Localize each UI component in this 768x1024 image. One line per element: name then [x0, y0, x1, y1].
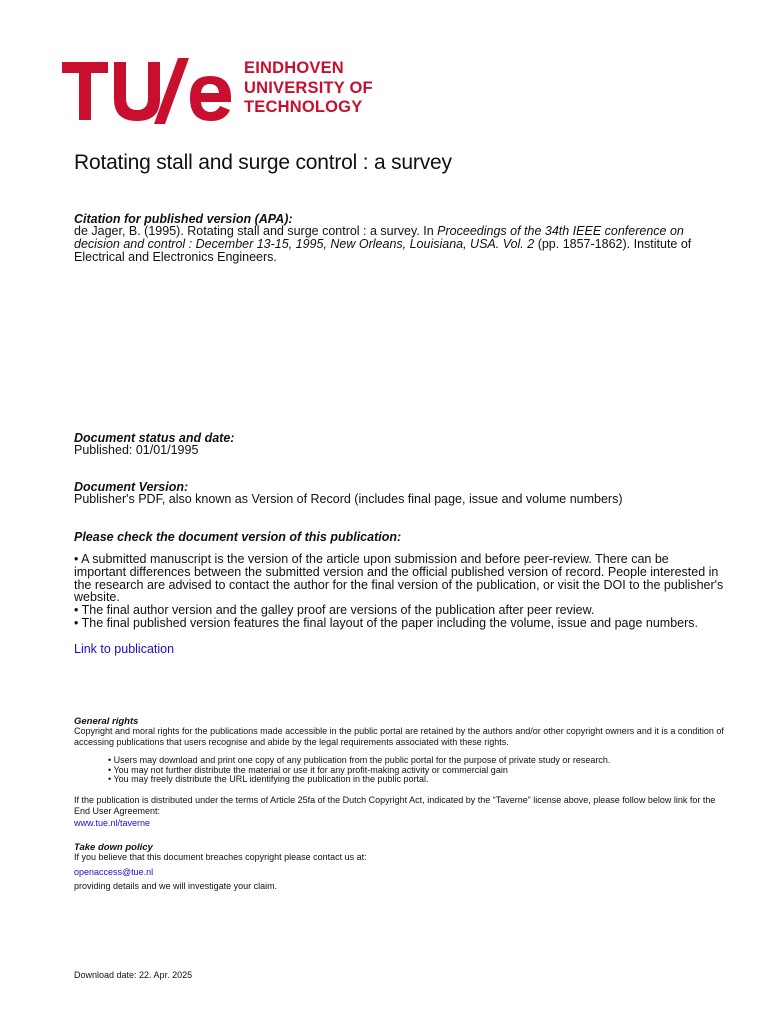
- citation-italic: Proceedings of the 34th IEEE conference on decision and control : December 13-15, 1995, New Orleans, Louisiana, USA. Vol. 2: [74, 224, 684, 251]
- university-name-line: UNIVERSITY OF: [244, 78, 373, 97]
- citation-text: [74, 225, 724, 263]
- takedown-heading: Take down policy: [74, 842, 153, 853]
- download-date: Download date: 22. Apr. 2025: [74, 970, 193, 980]
- rights-text: Copyright and moral rights for the publications made accessible in the public portal are retained by the authors and/or other copyright owners and it is a condition of accessing publications that users recognise and abide by the legal requirements associated with these rights.: [74, 726, 724, 747]
- citation-pre: de Jager, B. (1995). Rotating stall and surge control : a survey. In: [74, 224, 438, 238]
- university-name: [244, 59, 373, 118]
- document-title: Rotating stall and surge control : a survey: [74, 151, 452, 174]
- rights-heading: General rights: [74, 716, 139, 727]
- rights-bullets: [108, 756, 610, 785]
- university-name-line: EINDHOVEN: [244, 59, 344, 77]
- rights-bullet: • You may not further distribute the material or use it for any profit-making activity or commercial gain: [108, 764, 508, 775]
- version-value: Publisher's PDF, also known as Version of Record (includes final page, issue and volume numbers): [74, 492, 623, 506]
- check-heading: Please check the document version of this publication:: [74, 530, 402, 544]
- status-heading: Document status and date:: [74, 431, 235, 445]
- citation-post: (pp. 1857-1862). Institute of Electrical and Electronics Engineers.: [74, 236, 692, 264]
- takedown-closing: providing details and we will investigate your claim.: [74, 881, 278, 891]
- rights-bullet: • You may freely distribute the URL identifying the publication in the public portal.: [108, 774, 429, 784]
- citation-heading: Citation for published version (APA):: [74, 212, 293, 226]
- tue-logo: [62, 58, 402, 124]
- taverne-text: If the publication is distributed under the terms of Article 25fa of the Dutch Copyright Act, indicated by the “Taverne” license above, please follow below link for the End User Agreement:: [74, 795, 716, 816]
- check-bullets: [74, 553, 724, 630]
- rights-bullet: • Users may download and print one copy of any publication from the public portal for the purpose of private study or research.: [108, 755, 611, 765]
- publication-link[interactable]: Link to publication: [74, 642, 175, 656]
- university-name-line: TECHNOLOGY: [244, 98, 363, 116]
- check-bullet: • The final published version features the final layout of the paper including the volume, issue and page numbers.: [74, 615, 698, 630]
- check-bullet: • The final author version and the galley proof are versions of the publication after peer review.: [74, 603, 595, 618]
- taverne-link[interactable]: www.tue.nl/taverne: [74, 818, 151, 828]
- check-bullet: • A submitted manuscript is the version of the article upon submission and before peer-review. There can be important differences between the submitted version and the official published version of record. People interested in the research are advised to contact the author for the final version of the publication, or visit the DOI to the publisher's website.: [74, 552, 724, 605]
- contact-email-link[interactable]: openaccess@tue.nl: [74, 867, 154, 877]
- tue-logo-mark: [62, 58, 234, 124]
- status-value: Published: 01/01/1995: [74, 443, 199, 457]
- takedown-text: If you believe that this document breaches copyright please contact us at:: [74, 852, 367, 862]
- version-heading: Document Version:: [74, 480, 189, 494]
